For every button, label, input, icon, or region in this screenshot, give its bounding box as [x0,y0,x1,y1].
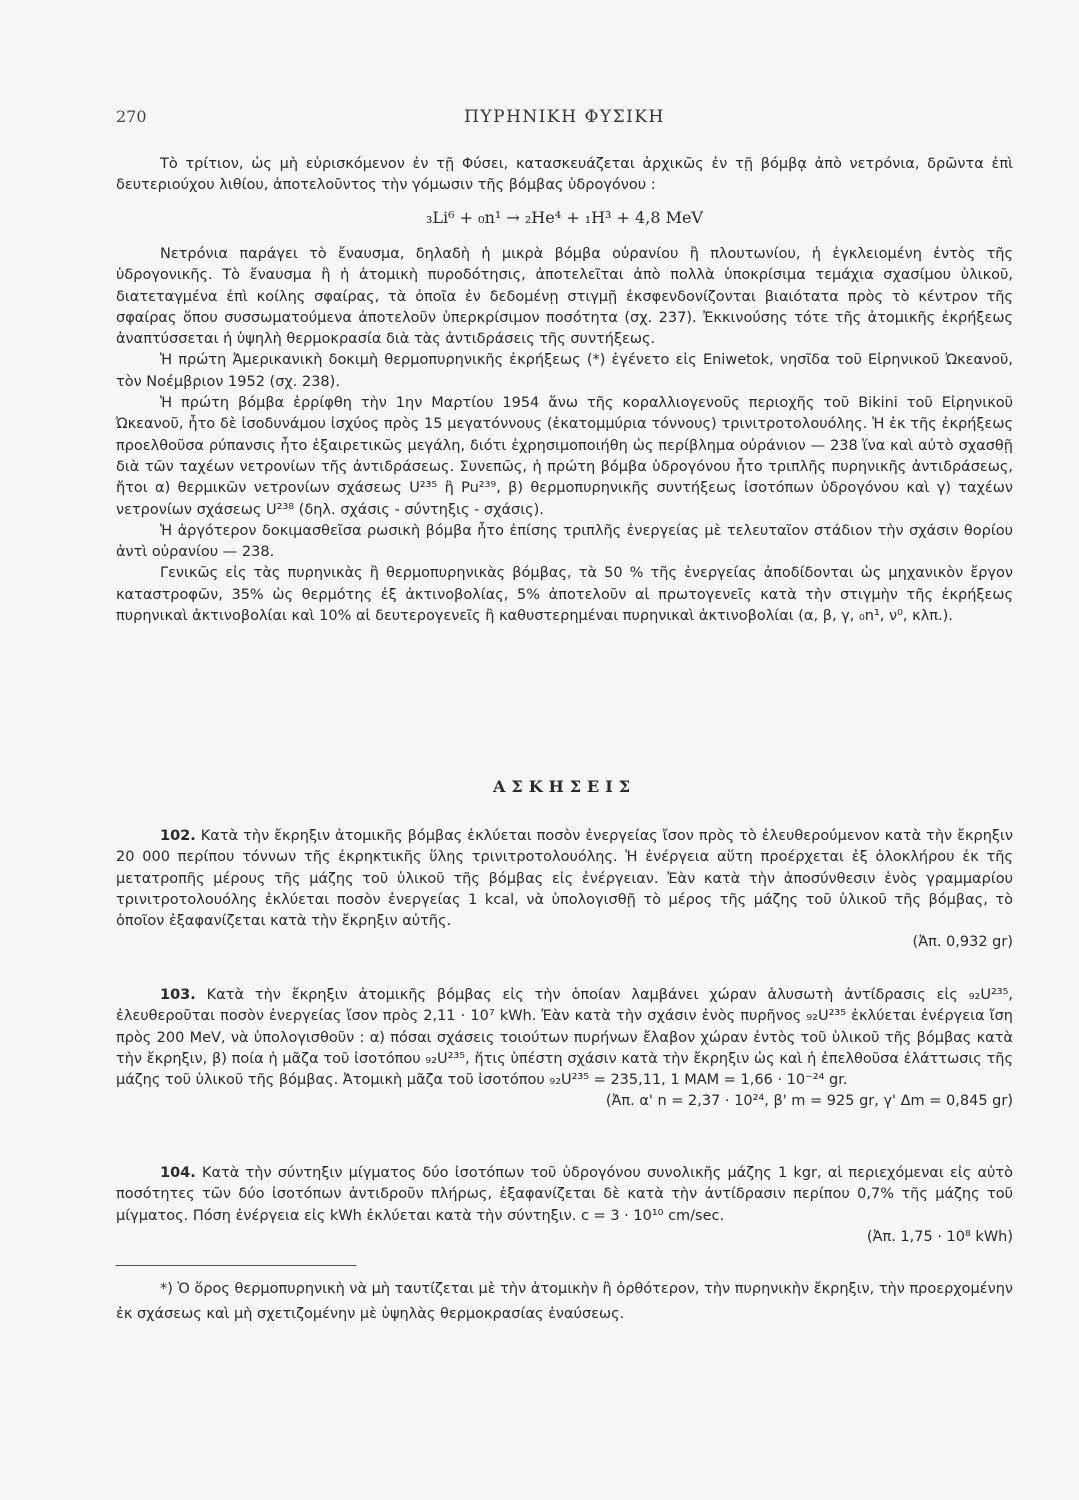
exercise-answer: (Ἀπ. 1,75 · 10⁸ kWh) [866,1228,1013,1245]
footnote [116,1277,1013,1327]
paragraph-first-test: Ἡ πρώτη Ἀμερικανικὴ δοκιμὴ θερμοπυρηνικῆς ἐκρήξεως (*) ἐγένετο εἰς Eniwetok, νησῖδα τοῦ Εἰρηνικοῦ Ὠκεανοῦ, τὸν Νοέμβριον 1952 (σχ. 238). [116,352,1013,390]
exercise-number: 104. [160,1165,196,1181]
exercise-104 [116,1163,1013,1248]
paragraph-trigger: Νετρόνια παράγει τὸ ἔναυσμα, δηλαδὴ ἡ μικρὰ βόμβα οὐρανίου ἢ πλουτωνίου, ἡ ἐγκλειομένη ἐντὸς τῆς ὑδρογονικῆς. Τὸ ἔναυσμα ἢ ἡ ἀτομικὴ πυροδότησις, ἀποτελεῖται ἀπὸ πολλὰ ὑποκρίσιμα τεμάχια σχασίμου ὑλικοῦ, διατεταγμένα ἐπὶ κοίλης σφαίρας, τὰ ὁποῖα ἐν δεδομένῃ στιγμῇ ἐκσφενδονίζονται βιαιότατα πρὸς τὸ κέντρον τῆς σφαίρας ὅπου συσσωματούμενα ἀποτελοῦν ὑπερκρίσιμον ποσότητα (σχ. 237). Ἐκκινούσης τότε τῆς ἀτομικῆς ἐκρήξεως ἀναπτύσσεται ἡ ὑψηλὴ θερμοκρασία διὰ τὰς ἀντιδράσεις τῆς συντήξεως. [116,246,1013,348]
exercise-text: Κατὰ τὴν σύντηξιν μίγματος δύο ἰσοτόπων τοῦ ὑδρογόνου συνολικῆς μάζης 1 kgr, αἱ περιεχόμεναι εἰς αὐτὸ ποσότητες τῶν δύο ἰσοτόπων ἀντιδροῦν πλήρως, ἐξαφανίζεται δὲ κατὰ τὴν ἀντίδρασιν περίπου 0,7% τῆς μάζης τοῦ μίγματος. Πόση ἐνέργεια εἰς kWh ἐκλύεται κατὰ τὴν σύντηξιν. c = 3 · 10¹⁰ cm/sec. [116,1165,1014,1224]
page-number: 270 [116,107,147,126]
footnote-divider [116,1265,356,1266]
reaction-equation: ₃Li⁶ + ₀n¹ → ₂He⁴ + ₁H³ + 4,8 MeV [426,208,703,227]
exercise-number: 102. [160,828,196,844]
exercises-title: ΑΣΚΗΣΕΙΣ [492,777,637,796]
exercise-answer: (Ἀπ. α' n = 2,37 · 10²⁴, β' m = 925 gr, γ' Δm = 0,845 gr) [605,1093,1013,1110]
exercise-answer: (Ἀπ. 0,932 gr) [912,934,1013,951]
exercise-number: 103. [160,987,196,1003]
footnote-text: *) Ὁ ὅρος θερμοπυρηνικὴ νὰ μὴ ταυτίζεται μὲ τὴν ἀτομικὴν ἢ ὀρθότερον, τὴν πυρηνικὴν ἔκρηξιν, τὴν προερχομένην ἐκ σχάσεως καὶ μὴ σχετιζομένην μὲ ὑψηλὰς θερμοκρασίας ἐναύσεως. [116,1281,1013,1322]
paragraph-energy-distribution: Γενικῶς εἰς τὰς πυρηνικὰς ἢ θερμοπυρηνικὰς βόμβας, τὰ 50 % τῆς ἐνεργείας ἀποδίδονται ὡς μηχανικὸν ἔργον καταστροφῶν, 35% ὡς θερμότης ἐξ ἀκτινοβολίας, 5% ἀποτελοῦν αἱ πρωτογενεῖς κατὰ τὴν στιγμὴν τῆς ἐκρήξεως πυρηνικαὶ ἀκτινοβολίαι καὶ 10% αἱ δευτερογενεῖς ἢ καθυστερημέναι πυρηνικαὶ ἀκτινοβολίαι (α, β, γ, ₀n¹, ν⁰, κλπ.). [116,565,1013,625]
exercise-text: Κατὰ τὴν ἔκρηξιν ἀτομικῆς βόμβας εἰς τὴν ὁποίαν λαμβάνει χώραν ἁλυσωτὴ ἀντίδρασις εἰς ₉₂U²³⁵, ἐλευθεροῦται ποσὸν ἐνεργείας ἴσον πρὸς 2,11 · 10⁷ kWh. Ἐὰν κατὰ τὴν σχάσιν ἑνὸς πυρῆνος ₉₂U²³⁵ ἐκλύεται ἐνέργεια ἴση πρὸς 200 MeV, νὰ ὑπολογισθοῦν : α) πόσαι σχάσεις τοιούτων πυρήνων ἔλαβον χώραν ἐντὸς τοῦ ὑλικοῦ τῆς βόμβας κατὰ τὴν ἔκρηξιν, β) ποία ἡ μᾶζα τοῦ ἰσοτόπου ₉₂U²³⁵, ἥτις ὑπέστη σχάσιν κατὰ τὴν ἔκρηξιν ὡς καὶ ἡ ἐπελθοῦσα ἐλάττωσις τῆς μάζης τοῦ ὑλικοῦ τῆς βόμβας. Ἀτομικὴ μᾶζα τοῦ ἰσοτόπου ₉₂U²³⁵ = 235,11, 1 MAM = 1,66 · 10⁻²⁴ gr. [116,987,1014,1089]
paragraph-bikini: Ἡ πρώτη βόμβα ἐρρίφθη τὴν 1ην Μαρτίου 1954 ἄνω τῆς κοραλλιογενοῦς περιοχῆς τοῦ Bikini τοῦ Εἰρηνικοῦ Ὠκεανοῦ, ἦτο δὲ ἰσοδυνάμου ἰσχύος πρὸς 15 μεγατόννους (ἑκατομμύρια τόννους) τρινιτροτολουόλης. Ἡ ἐκ τῆς ἐκρήξεως προελθοῦσα ρύπανσις ἦτο ἐξαιρετικῶς μεγάλη, διότι ἐχρησιμοποιήθη ὡς περίβλημα οὐράνιον — 238 ἵνα καὶ αὐτὸ σχασθῇ διὰ τῶν ταχέων νετρονίων τῆς ἀντιδράσεως. Συνεπῶς, ἡ πρώτη βόμβα ὑδρογόνου ἦτο τριπλῆς πυρηνικῆς ἀντιδράσεως, ἤτοι α) θερμικῶν νετρονίων σχάσεως U²³⁵ ἢ Pu²³⁹, β) θερμοπυρηνικῆς συντήξεως ἰσοτόπων ὑδρογόνου καὶ γ) ταχέων νετρονίων σχάσεως U²³⁸ (δηλ. σχάσις - σύντηξις - σχάσις). [116,395,1013,518]
paragraph-russian-bomb: Ἡ ἀργότερον δοκιμασθεῖσα ρωσικὴ βόμβα ἦτο ἐπίσης τριπλῆς ἐνεργείας μὲ τελευταῖον στάδιον τὴν σχάσιν θορίου ἀντὶ οὐρανίου — 238. [116,522,1013,561]
exercise-102 [116,826,1013,954]
exercise-103 [116,985,1013,1113]
exercise-text: Κατὰ τὴν ἔκρηξιν ἀτομικῆς βόμβας ἐκλύεται ποσὸν ἐνεργείας ἴσον πρὸς τὸ ἐλευθερούμενον κατὰ τὴν ἔκρηξιν 20 000 περίπου τόννων τῆς ἐκρηκτικῆς ὕλης τρινιτροτολουόλης. Ἡ ἐνέργεια αὕτη προέρχεται ἐξ ὁλοκλήρου ἐκ τῆς μετατροπῆς μέρους τῆς μάζης τοῦ ὑλικοῦ τῆς βόμβας εἰς ἐνέργειαν. Ἐὰν κατὰ τὴν ἀποσύνθεσιν ἑνὸς γραμμαρίου τρινιτροτολουόλης ἐκλύεται ποσὸν ἐνεργείας 1 kcal, νὰ ὑπολογισθῇ τὸ μέρος τῆς μάζης τοῦ ὑλικοῦ τῆς βόμβας, τὸ ὁποῖον ἐξαφανίζεται κατὰ τὴν ἔκρηξιν αὐτῆς. [116,828,1014,930]
page-header [116,107,1013,131]
intro-block [116,154,1013,197]
paragraph-tritium: Τὸ τρίτιον, ὡς μὴ εὑρισκόμενον ἐν τῇ Φύσει, κατασκευάζεται ἀρχικῶς ἐν τῇ βόμβᾳ ἀπὸ νετρόνια, δρῶντα ἐπὶ δευτεριούχου λιθίου, ἀποτελοῦντος τὴν γόμωσιν τῆς βόμβας ὑδρογόνου : [116,156,1013,194]
body-text [116,244,1013,627]
running-title: ΠΥΡΗΝΙΚΗ ΦΥΣΙΚΗ [464,107,665,127]
